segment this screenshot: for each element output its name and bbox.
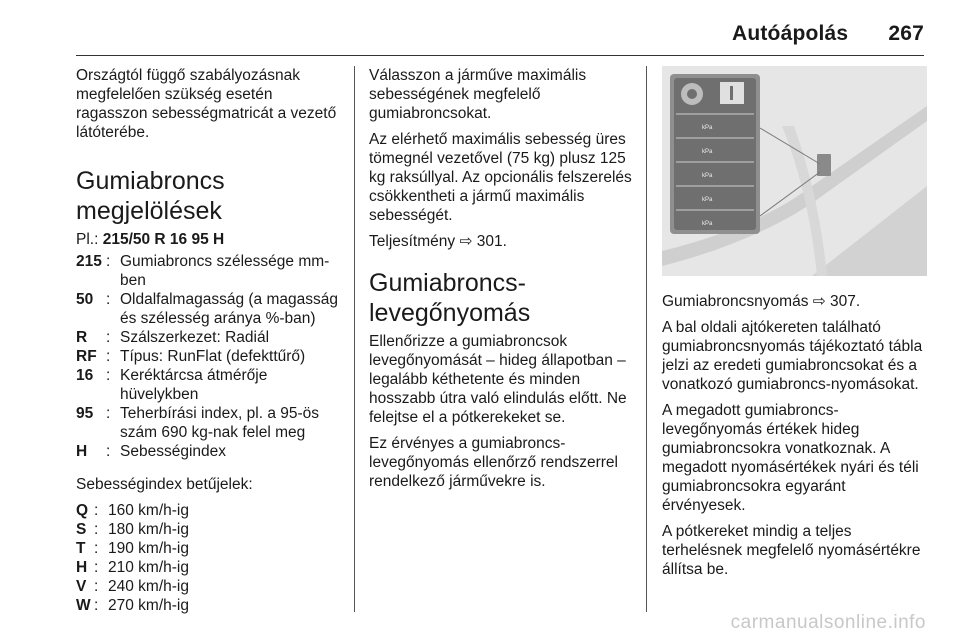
check-pressure-paragraph: Ellenőrizze a gumiabroncsok levegőnyomását – hideg állapotban – legalább kéthetente és minden hosszabb útra való elindulás előtt. Ne felejtse el a pótkerekeket se. — [369, 333, 627, 426]
label-row: kPa — [702, 125, 713, 131]
speed-key: W — [76, 597, 91, 614]
tpms-paragraph: Ez érvényes a gumiabroncs-levegőnyomás ellenőrző rendszerrel rendelkező járművekre is. — [369, 435, 618, 490]
example-line — [76, 230, 338, 249]
tire-pressure-label-figure — [662, 66, 927, 276]
intro-paragraph: Országtól függő szabályozásnak megfelelően szükség esetén ragasszon sebességmatricát a vezető látóterébe. — [76, 67, 337, 141]
example-value: 215/50 R 16 95 H — [102, 231, 225, 248]
spare-wheel-paragraph: A pótkereket mindig a teljes terhelésnek megfelelő nyomásértékre állítsa be. — [662, 523, 921, 578]
def-text: Teherbírási index, pl. a 95-ös szám 690 kg-nak felel meg — [120, 405, 320, 441]
column-1 — [76, 66, 338, 615]
max-speed-paragraph: Válasszon a járműve maximális sebességének megfelelő gumiabroncsokat. — [369, 67, 587, 122]
label-row: kPa — [702, 197, 713, 203]
column-divider-2 — [646, 66, 647, 612]
def-text: Gumiabroncs szélessége mm-ben — [120, 253, 330, 289]
label-row: kPa — [702, 221, 713, 227]
label-row: kPa — [702, 173, 713, 179]
label-rows — [702, 116, 742, 236]
example-label: Pl.: — [76, 231, 103, 248]
door-label-paragraph: A bal oldali ajtókereten található gumiabroncsnyomás tájékoztató tábla jelzi az eredeti gumiabroncsokat és a vonatkozó gumiabroncs-nyomásokat. — [662, 319, 923, 393]
section-title: Autóápolás — [731, 22, 849, 45]
speed-text: 160 km/h-ig — [108, 502, 189, 519]
column-3 — [662, 292, 926, 586]
def-key: R — [76, 329, 88, 346]
performance-reference: Teljesítmény ⇨ 301. — [369, 233, 507, 250]
cold-tire-paragraph: A megadott gumiabroncs-levegőnyomás értékek hideg gumiabroncsokra vonatkoznak. A megadott nyomásértékek nyári és téli gumiabroncsokra egyaránt érvényesek. — [662, 402, 919, 514]
def-key: 16 — [76, 367, 94, 384]
speed-index-list: Q : 160 km/h-ig S : 180 km/h-ig T : 190 km/h-ig H : 210 km/h-ig V : 240 km/h-ig W : 270 km/h-ig — [76, 501, 338, 615]
tire-pressure-heading: Gumiabroncs-levegőnyomás — [369, 269, 531, 327]
def-key: H — [76, 443, 88, 460]
def-text: Oldalfalmagasság (a magasság és szélesség aránya %-ban) — [120, 291, 338, 327]
tire-markings-heading: Gumiabroncs megjelölések — [76, 167, 225, 225]
speed-text: 210 km/h-ig — [108, 559, 189, 576]
def-key: 215 — [76, 253, 102, 270]
speed-key: T — [76, 540, 86, 557]
column-divider-1 — [354, 66, 355, 612]
speed-text: 270 km/h-ig — [108, 597, 189, 614]
def-key: 95 — [76, 405, 94, 422]
def-text: Sebességindex — [120, 443, 226, 460]
header-rule — [76, 55, 924, 56]
page-header — [732, 22, 924, 46]
speed-index-intro: Sebességindex betűjelek: — [76, 476, 253, 493]
speed-key: S — [76, 521, 87, 538]
speed-text: 190 km/h-ig — [108, 540, 189, 557]
label-row: kPa — [702, 149, 713, 155]
def-key: RF — [76, 348, 97, 365]
speed-key: H — [76, 559, 88, 576]
column-2 — [369, 66, 635, 498]
def-text: Keréktárcsa átmérője hüvelykben — [120, 367, 268, 403]
load-paragraph: Az elérhető maximális sebesség üres tömegnél vezetővel (75 kg) plusz 125 kg raksúllyal. Az opcionális felszerelés csökkentheti a jármű maximális sebességét. — [369, 131, 632, 224]
speed-text: 180 km/h-ig — [108, 521, 189, 538]
definition-list: 215 : Gumiabroncs szélessége mm-ben 50 : Oldalfalmagasság (a magasság és szélesség aránya %-ban) R : Szálszerkezet: Radiál RF : Típus: RunFlat (defekttűrő) 16 : Keréktárcsa átmérője hüvelykben 95 : Teherbírási index, pl. a 95-ös szám 690 kg-nak felel meg H : Sebességindex — [76, 253, 338, 460]
speed-key: V — [76, 578, 87, 595]
def-text: Szálszerkezet: Radiál — [120, 329, 270, 346]
speed-key: Q — [76, 502, 89, 519]
pressure-reference: Gumiabroncsnyomás ⇨ 307. — [662, 293, 861, 310]
page-number: 267 — [888, 22, 924, 45]
watermark: carmanualsonline.info — [730, 612, 926, 633]
speed-text: 240 km/h-ig — [108, 578, 189, 595]
def-key: 50 — [76, 291, 94, 308]
def-text: Típus: RunFlat (defekttűrő) — [120, 348, 306, 365]
